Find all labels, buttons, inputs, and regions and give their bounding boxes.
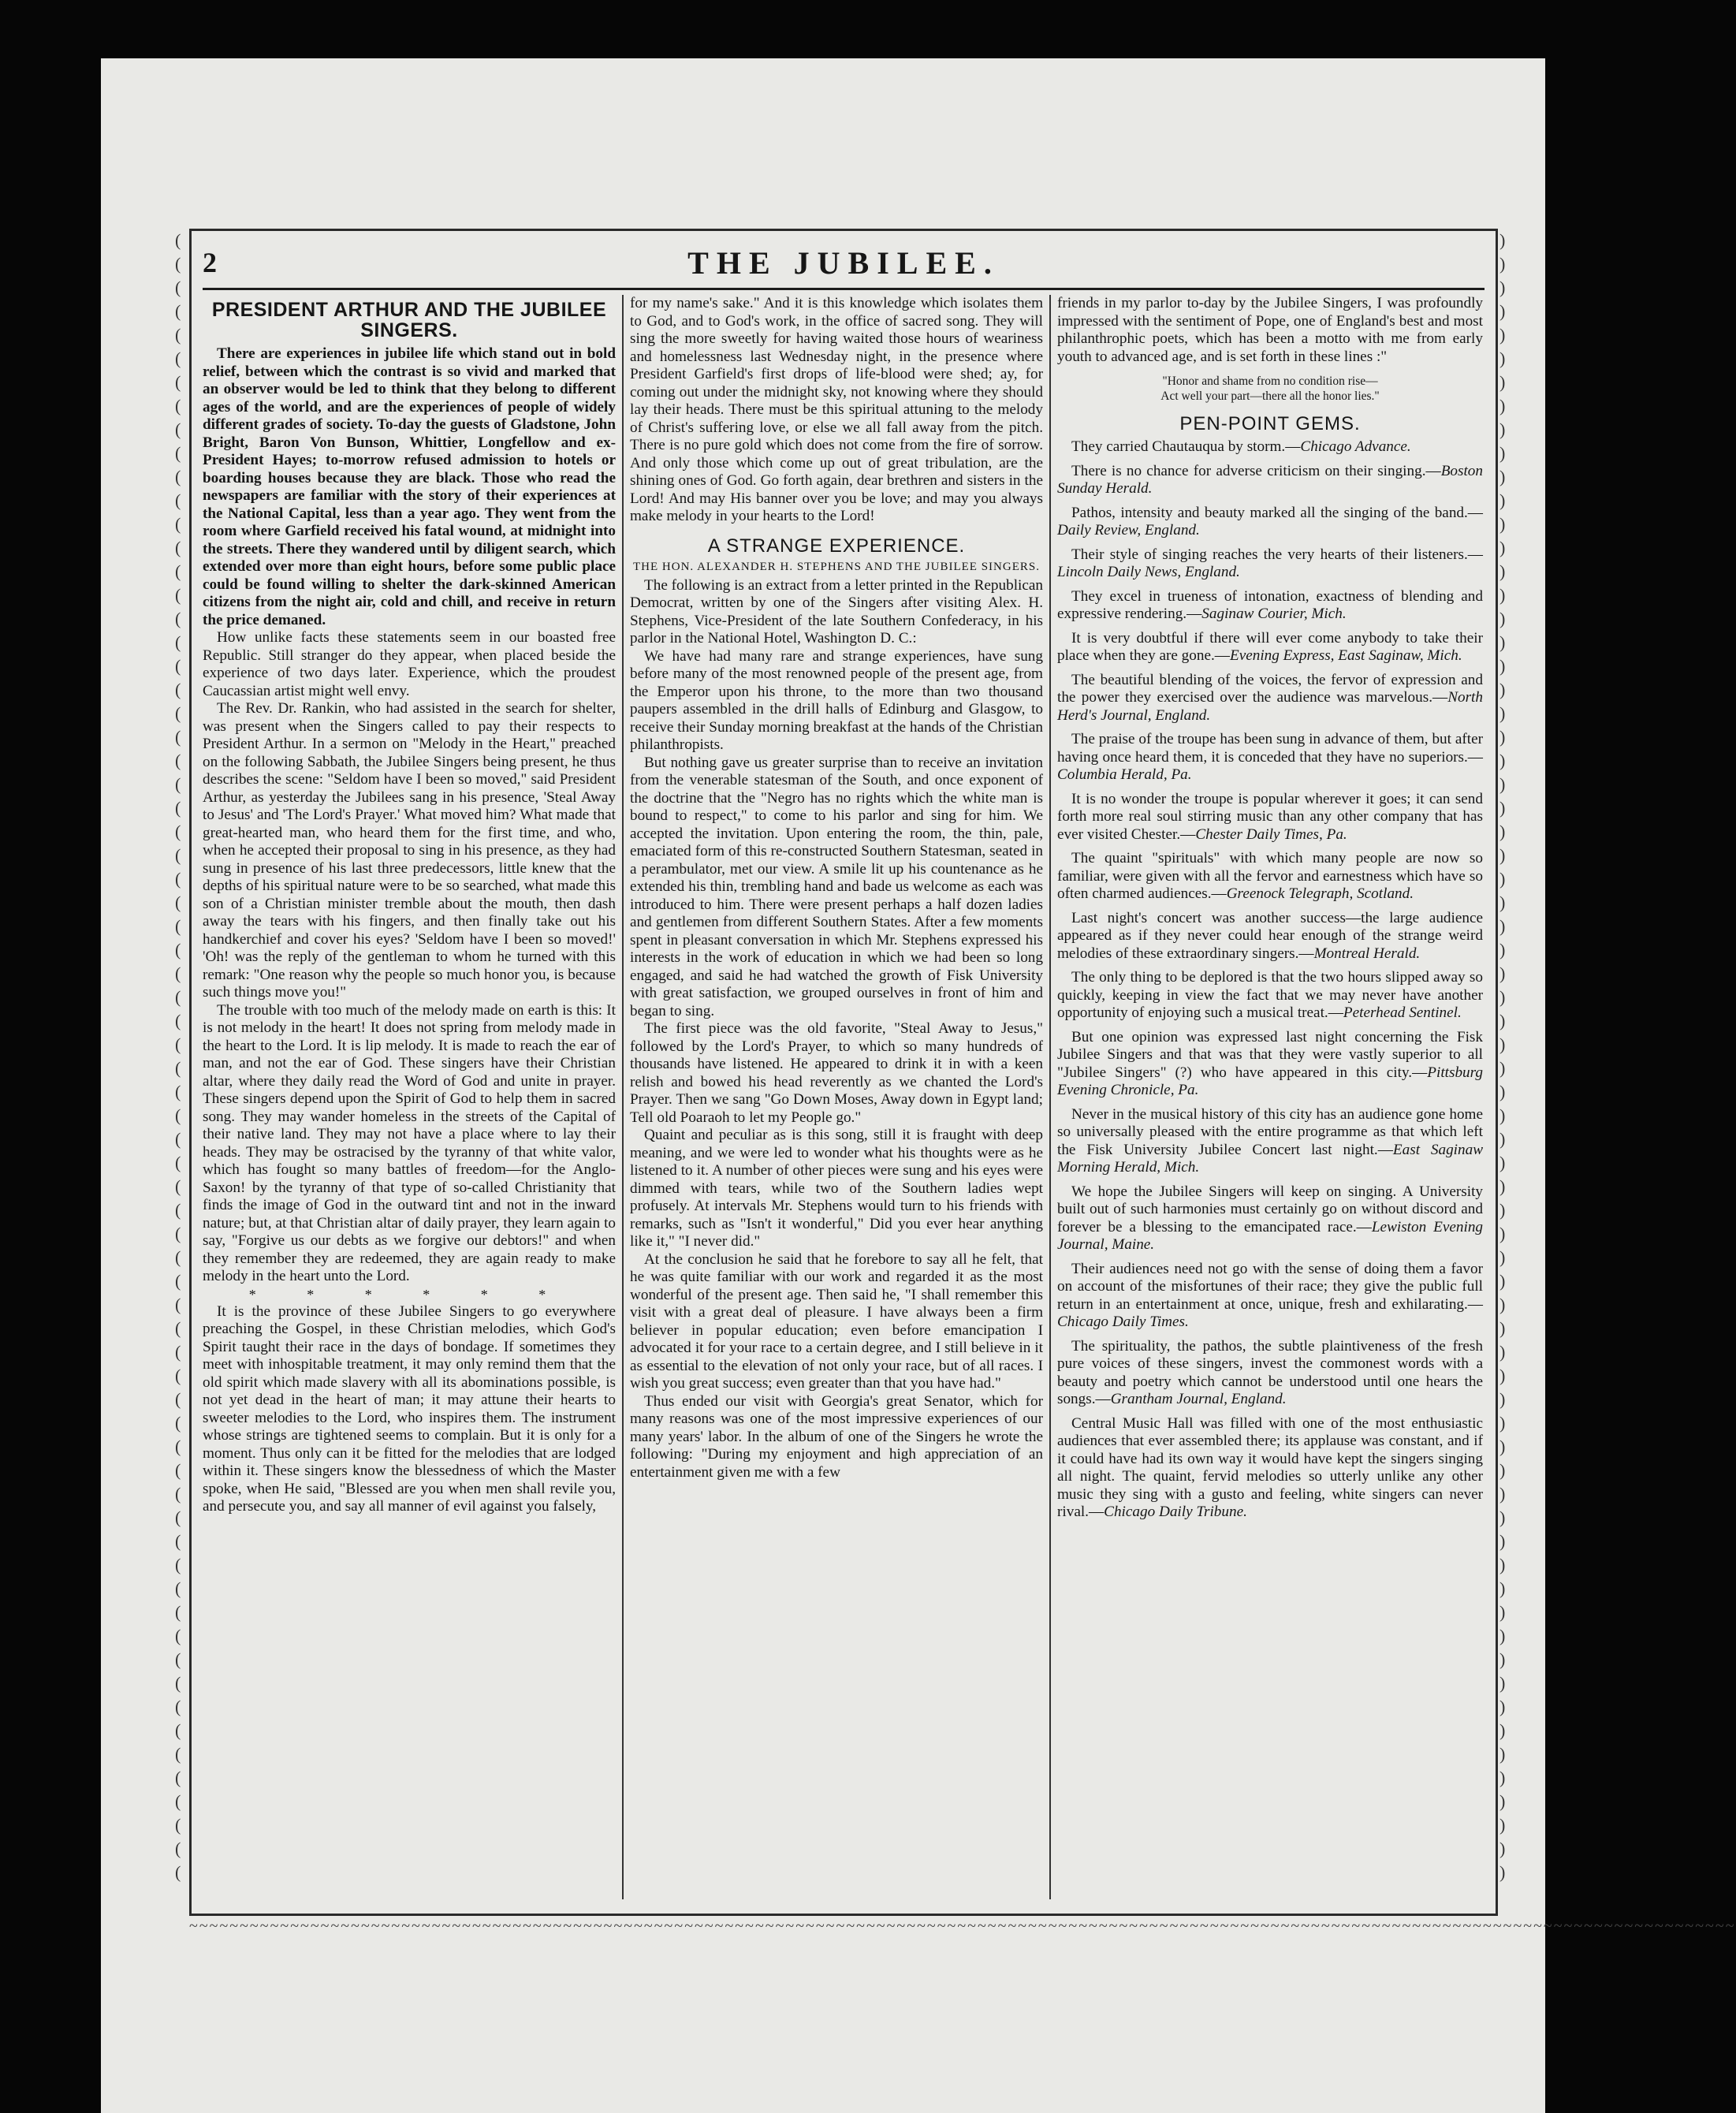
gem-quote [1057,1106,1483,1177]
gem-text: They carried Chautauqua by storm.— [1071,438,1301,455]
article-continuation: for my name's sake." And it is this knowledge which isolates them to God, and to God's work, in the office of sacred song. They will sing the more sweetly for having waited those hours of weariness and homelessness last Wednesday night, in the presence where President Garfield's first drops of life-blood were shed; ay, for coming out under the midnight sky, not knowing where they should lay their heads. There must be this spiritual attuning to the melody of Christ's suffering love, or else we all fall away from the pitch. There is no pure gold which does not come from the fire of sorrow. And only those which come up out of great tribulation, are the shining ones of God. Go forth again, dear brethren and sisters in the Lord! And may His banner over you be love; and may you always make melody in your hearts to the Lord! [630,295,1043,524]
article-paragraph: How unlike facts these statements seem in our boasted free Republic. Still stranger do they appear, when placed beside the experience of two days later. Experience, which the proudest Caucassian artist might well envy. [203,629,616,699]
gem-quote [1057,438,1483,457]
article-paragraph: The first piece was the old favorite, "Steal Away to Jesus," followed by the Lord's Prayer, to which so many hundreds of thousands have listened. He appeared to drink it in with a keen relish and bowed his head reverently as we chanted the Lord's Prayer. Then we sang "Go Down Moses, Away down in Egypt land; Tell old Poaraoh to let my People go." [630,1020,1043,1126]
pope-quote [1057,374,1483,404]
gem-source: Saginaw Courier, Mich. [1201,606,1347,622]
quote-line: "Honor and shame from no condition rise— [1162,375,1378,388]
gem-text: There is no chance for adverse criticism on their singing.— [1071,462,1441,479]
page-number: 2 [203,247,217,278]
page-header [203,237,1485,290]
gem-quote [1057,731,1483,784]
gem-source: Chicago Advance. [1300,438,1411,455]
article-paragraph: The following is an extract from a letter printed in the Republican Democrat, written by one of the Singers after visiting Alex. H. Stephens, Vice-President of the late Southern Confederacy, in his parlor in the National Hotel, Washington D. C.: [630,576,1043,647]
gem-text: But one opinion was expressed last night concerning the Fisk Jubilee Singers and that was that they were vastly superior to all "Jubilee Singers" (?) who have appeared in this city.— [1057,1028,1483,1081]
gem-source: Peterhead Sentinel. [1343,1004,1462,1021]
gem-text: It is no wonder the troupe is popular wherever it goes; it can send forth more real soul stirring music than any other company that has ever visited Chester.— [1057,790,1483,843]
bottom-border-ornament: ~~~~~~~~~~~~~~~~~~~~~~~~~~~~~~~~~~~~~~~~~~~~~~~~~~~~~~~~~~~~~~~~~~~~~~~~~~~~~~~~~~~~~~~~~~~~~~~~~~~~~~~~~~~~~~~~~~~~~~~~~~~~~~~~~~~~~~~~~~~~~~~~~~~~~~~~~ [189,1917,1736,1935]
article-paragraph: Thus ended our visit with Georgia's great Senator, which for many reasons was one of the most impressive experiences of our many years' labor. In the album of one of the Singers he wrote the following: "During my enjoyment and high appreciation of an entertainment given me with a few [630,1392,1043,1481]
gem-source: Lewiston Evening Journal, Maine. [1057,1218,1484,1253]
article-paragraph: Quaint and peculiar as is this song, still it is fraught with deep meaning, and we were led to wonder what his thoughts were as he listened to it. A number of other pieces were sung and his eyes were dimmed with tears, while two of the Southern ladies wept profusely. At intervals Mr. Stephens would turn to his friends with remarks, such as "Isn't it wonderful," Did you ever hear anything like it," "I never did." [630,1127,1043,1250]
gem-quote [1057,630,1483,665]
gem-source: Chester Daily Times, Pa. [1195,825,1347,843]
gem-text: It is very doubtful if there will ever come anybody to take their place when they are gone.— [1057,629,1483,664]
article-paragraph: The Rev. Dr. Rankin, who had assisted in the search for shelter, was present when the Singers called to pay their respects to President Arthur. In a sermon on "Melody in the Heart," preached on the following Sabbath, the Jubilee Singers being present, he thus describes the scene: "Seldom have I been so moved," said President Arthur, as yesterday the Jubilees sang in his presence, 'Steal Away to Jesus' and 'The Lord's Prayer.' What moved him? What made that great-hearted man, who heard them for the first time, and who, when he accepted their proposal to sing in his presence, as they had sung in presence of his last three predecessors, little knew that the depths of his spiritual nature were to be so searched, what made this son of a Christian minister tremble about the mouth, then dash away the tears with his fingers, and then finally take out his handkerchief and cover his eyes? 'Seldom have I been so moved!' 'Oh! was the reply of the gentleman to whom he turned with this remark: "One reason why the people so much honor you, is because such things move you!" [203,700,616,1001]
gem-quote [1057,910,1483,963]
gem-source: Grantham Journal, England. [1110,1391,1287,1407]
article-paragraph: We have had many rare and strange experiences, have sung before many of the most renowned people of the present age, from the Emperor upon his throne, to the more than two thousand paupers assembled in the drill halls of Edinburg and Glasgow, to receive their Sunday morning breakfast at the hands of the Christian philanthropists. [630,647,1043,753]
gem-quote [1057,505,1483,540]
pen-point-gems-title: PEN-POINT GEMS. [1179,413,1361,434]
columns [203,295,1485,1899]
gem-text: The quaint "spirituals" with which many people are now so familiar, were given with all the fervor and earnestness which have so often charmed audiences.— [1057,850,1483,902]
gem-text: Pathos, intensity and beauty marked all the singing of the band.— [1071,504,1483,521]
gem-source: Daily Review, England. [1057,522,1200,538]
gem-quote [1057,1338,1483,1409]
gem-text: We hope the Jubilee Singers will keep on singing. A University built out of such harmonies must certainly go on without discord and forever be a blessing to the emancipated race.— [1057,1183,1483,1235]
column-1 [203,295,624,1899]
gem-text: Their audiences need not go with the sense of doing them a favor on account of the misfortunes of their race; they give the public full return in an entertainment at once, unique, fresh and exhilarating.— [1057,1260,1483,1313]
article-continuation: friends in my parlor to-day by the Jubilee Singers, I was profoundly impressed with the sentiment of Pope, one of England's best and most philanthrophic poets, which has been a motto with me from early youth to advanced age, and is set forth in these lines :" [1057,295,1483,365]
masthead-title: THE JUBILEE. [687,244,1000,281]
gem-quote [1057,969,1483,1023]
gem-source: North Herd's Journal, England. [1057,689,1483,724]
gem-quote [1057,1183,1483,1254]
gem-text: The only thing to be deplored is that the two hours slipped away so quickly, keeping in view the fact that we may never have another opportunity of enjoying such a musical treat.— [1057,969,1483,1021]
quote-line: Act well your part—there all the honor lies." [1160,389,1380,403]
gem-quote [1057,546,1483,582]
article-paragraph: It is the province of these Jubilee Singers to go everywhere preaching the Gospel, in these Christian melodies, which God's Spirit taught their race in the days of bondage. If sometimes they meet with inhospitable treatment, it may only remind them that the old spirit which made slavery with all its abominations possible, is not yet dead in the heart of man; it may attune their hearts to sweeter melodies to the Lord, who inspires them. The instrument whose strings are tightened seems to complain. But it is only for a moment. Thus only can it be fitted for the melodies that are lodged within it. These singers know the blessedness of which the Master spoke, when He said, "Blessed are you when men shall revile you, and persecute you, and say all manner of evil against you falsely, [203,1302,616,1515]
gem-quote [1057,1415,1483,1522]
gem-quote [1057,1029,1483,1100]
gem-text: Last night's concert was another success—the large audience appeared as if they never could hear enough of the strange weird melodies of these extraordinary singers.— [1057,909,1483,962]
right-border-ornament: ) ) ) ) ) ) ) ) ) ) ) ) ) ) ) ) ) ) ) ) ) ) ) ) ) ) ) ) ) ) ) ) ) ) ) ) ) ) ) ) ) ) ) ) ) ) ) ) ) ) ) ) ) ) ) ) ) ) ) ) ) ) ) ) ) ) ) ) ) ) [1499,230,1506,1882]
article-paragraph: At the conclusion he said that he forebore to say all he felt, that he was quite familiar with our work and regarded it as the most wonderful of the present age. Then said he, "I shall remember this visit with a great deal of pleasure. I have always been a firm believer in popular education; even before emancipation I advocated it for your race to a certain degree, and I still believe in it as essential to the elevation of not only your race, but of all races. I wish you great success; even greater than that you have had." [630,1250,1043,1392]
gem-source: Chicago Daily Tribune. [1104,1504,1247,1520]
gem-quote [1057,850,1483,904]
left-border-ornament: ( ( ( ( ( ( ( ( ( ( ( ( ( ( ( ( ( ( ( ( ( ( ( ( ( ( ( ( ( ( ( ( ( ( ( ( ( ( ( ( ( ( ( ( ( ( ( ( ( ( ( ( ( ( ( ( ( ( ( ( ( ( ( ( ( ( ( ( ( ( [175,230,181,1882]
column-3 [1051,295,1483,1899]
gem-text: The spirituality, the pathos, the subtle plaintiveness of the fresh pure voices of these singers, invest the commonest words with a beauty and poetry which cannot be understood until one hears the songs.— [1057,1337,1483,1407]
article-title-strange-experience: A STRANGE EXPERIENCE. [707,535,966,557]
article-title-president-arthur: PRESIDENT ARTHUR AND THE JUBILEE SINGERS. [211,299,607,341]
gem-source: Boston Sunday Herald. [1057,462,1483,497]
gem-source: East Saginaw Morning Herald, Mich. [1057,1141,1483,1176]
section-divider-stars: * * * * * * [248,1286,570,1302]
article-paragraph: But nothing gave us greater surprise than to receive an invitation from the venerable statesman of the South, and once exponent of the doctrine that the "Negro has no rights which the white man is bound to respect," to come to his parlor and sing for him. We accepted the invitation. Upon entering the room, the thin, pale, emaciated form of this re-constructed Southern Statesman, seated in a perambulator, met our view. A smile lit up his countenance as he extended his thin, trembling hand and bade us welcome as each was introduced to him. There were present perhaps a half dozen ladies and gentlemen from different Southern States. After a few moments spent in pleasant conversation in which Mr. Stephens expressed his interests in the work of education in which we had been so long engaged, and said he had watched the growth of Fisk University with great satisfaction, we grouped ourselves in front of him and began to sing. [630,754,1043,1019]
gem-quote [1057,791,1483,844]
gem-text: The praise of the troupe has been sung in advance of them, but after having once heard them, it is conceded that they have no superiors.— [1057,731,1483,766]
article-paragraph: The trouble with too much of the melody made on earth is this: It is not melody in the heart! It does not spring from melody made in the heart to the Lord. It is lip melody. It is made to reach the ear of man, and not the ear of God. These singers have their Christian altar, where they daily read the Word of God and unite in prayer. These singers depend upon the Spirit of God to help them in sacred song. They may wander homeless in the streets of the Capital of their native land. They may not have a place where to lay their heads. They may be ostracised by the tyranny of that white valor, which has fought so many battles of freedom—for the Anglo-Saxon! by the tyranny of that type of so-called Christianity that finds the image of God in the outward tint and not in the inward nature; but, at that Christian altar of daily prayer, they learn again to say, "Forgive us our debts as we forgive our debtors!" and when they remember they are redeemed, they are again ready to make melody in the heart unto the Lord. [203,1001,616,1284]
gem-quote [1057,1261,1483,1332]
gem-quote [1057,672,1483,725]
gem-source: Pittsburg Evening Chronicle, Pa. [1057,1064,1483,1098]
column-2 [624,295,1051,1899]
gem-text: The beautiful blending of the voices, the fervor of expression and the power they exercised over the audience was marvelous.— [1057,671,1483,706]
gems-list [1057,438,1483,1522]
gem-text: Central Music Hall was filled with one of the most enthusiastic audiences that ever assembled there; its applause was constant, and if it could have had its own way it would have kept the singers singing all night. The quaint, fervid melodies so utterly unlike any other music they sing with a gusto and feeling, white singers can never rival.— [1057,1414,1483,1520]
article-paragraph: There are experiences in jubilee life which stand out in bold relief, between which the contrast is so vivid and marked that an observer would be led to think that they belong to different ages of the world, and are the experiences of people of widely different grades of society. To-day the guests of Gladstone, John Bright, Baron Von Bunson, Whittier, Longfellow and ex-President Hayes; to-morrow refused admission to hotels or boarding houses because they are black. Those who read the newspapers are familiar with the story of their experiences at the National Capital, less than a year ago. They went from the room where Garfield received his fatal wound, at midnight into the streets. There they wandered until by diligent search, which extended over more than eight hours, before some public place could be found willing to shelter the dark-skinned American citizens from the night air, cold and chill, and receive in return the price demaned. [203,345,616,628]
gem-text: Their style of singing reaches the very hearts of their listeners.— [1071,546,1483,563]
gem-quote [1057,588,1483,624]
gem-source: Columbia Herald, Pa. [1057,766,1192,783]
page-frame [189,229,1498,1916]
gem-text: Never in the musical history of this city has an audience gone home so universally pleased with the entire programme as that which left the Fisk University Jubilee Concert last night.— [1057,1105,1483,1158]
gem-source: Evening Express, East Saginaw, Mich. [1229,647,1462,664]
gem-quote [1057,463,1483,498]
gem-text: They excel in trueness of intonation, exactness of blending and expressive rendering.— [1057,587,1483,622]
gem-source: Montreal Herald. [1313,945,1421,962]
gem-source: Lincoln Daily News, England. [1057,564,1240,580]
article-subheading: THE HON. ALEXANDER H. STEPHENS AND THE JUBILEE SINGERS. [633,560,1040,573]
gem-source: Chicago Daily Times. [1057,1314,1189,1330]
gem-source: Greenock Telegraph, Scotland. [1226,885,1414,902]
